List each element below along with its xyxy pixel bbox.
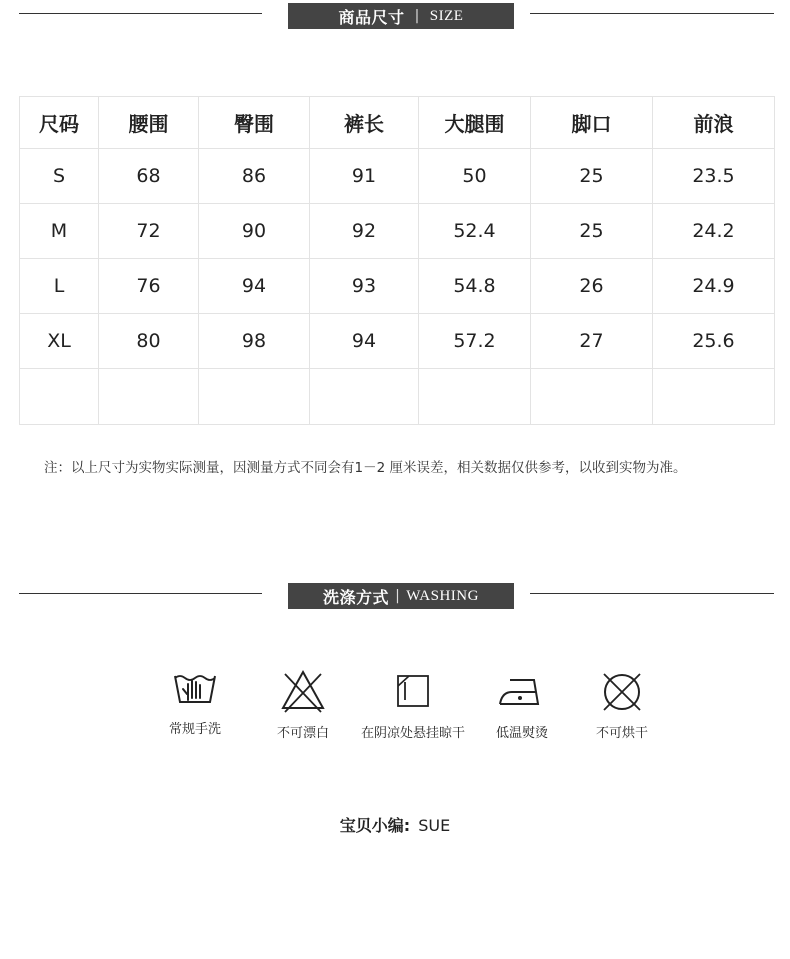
washing-divider-right bbox=[530, 593, 774, 594]
header-leg-opening: 脚口 bbox=[531, 97, 653, 149]
header-waist: 腰围 bbox=[99, 97, 199, 149]
table-cell: 50 bbox=[419, 149, 531, 204]
editor-label: 宝贝小编: bbox=[339, 816, 411, 835]
table-cell bbox=[310, 369, 419, 425]
table-cell bbox=[20, 369, 99, 425]
header-thigh: 大腿围 bbox=[419, 97, 531, 149]
care-label: 不可漂白 bbox=[276, 726, 329, 741]
table-cell: 25 bbox=[531, 149, 653, 204]
size-divider-left bbox=[19, 13, 262, 14]
header-hip: 臀围 bbox=[199, 97, 310, 149]
header-size: 尺码 bbox=[20, 97, 99, 149]
table-cell: 52.4 bbox=[419, 204, 531, 259]
table-cell: 93 bbox=[310, 259, 419, 314]
table-cell: S bbox=[20, 149, 99, 204]
size-title-cn: 商品尺寸 bbox=[338, 7, 405, 27]
table-cell: 94 bbox=[310, 314, 419, 369]
care-label: 常规手洗 bbox=[168, 722, 221, 737]
table-cell: 68 bbox=[99, 149, 199, 204]
table-cell: 91 bbox=[310, 149, 419, 204]
table-cell: 90 bbox=[199, 204, 310, 259]
table-cell: 54.8 bbox=[419, 259, 531, 314]
table-cell: 98 bbox=[199, 314, 310, 369]
table-cell: 86 bbox=[199, 149, 310, 204]
table-cell: 76 bbox=[99, 259, 199, 314]
size-table bbox=[19, 96, 775, 425]
table-row bbox=[20, 314, 775, 369]
table-cell: 80 bbox=[99, 314, 199, 369]
washing-title-en: WASHING bbox=[406, 587, 479, 604]
table-cell: 23.5 bbox=[653, 149, 775, 204]
table-cell: 27 bbox=[531, 314, 653, 369]
table-cell bbox=[199, 369, 310, 425]
washing-section-title bbox=[288, 583, 514, 609]
table-cell: 94 bbox=[199, 259, 310, 314]
size-title-en: SIZE bbox=[429, 7, 464, 24]
table-row bbox=[20, 259, 775, 314]
table-cell: 24.2 bbox=[653, 204, 775, 259]
table-cell: 24.9 bbox=[653, 259, 775, 314]
size-title-separator: | bbox=[414, 8, 420, 24]
care-label: 不可烘干 bbox=[595, 726, 648, 741]
header-front-rise: 前浪 bbox=[653, 97, 775, 149]
table-cell: L bbox=[20, 259, 99, 314]
no-tumble-dry-icon bbox=[557, 668, 687, 714]
table-cell: 72 bbox=[99, 204, 199, 259]
table-cell: 25 bbox=[531, 204, 653, 259]
table-row-empty bbox=[20, 369, 775, 425]
table-cell: 26 bbox=[531, 259, 653, 314]
table-row bbox=[20, 204, 775, 259]
table-cell: XL bbox=[20, 314, 99, 369]
size-table-header bbox=[20, 97, 775, 149]
washing-title-cn: 洗涤方式 bbox=[323, 587, 390, 607]
table-cell: M bbox=[20, 204, 99, 259]
table-cell: 25.6 bbox=[653, 314, 775, 369]
care-item-no-tumble-dry bbox=[557, 668, 687, 741]
care-label: 在阴凉处悬挂晾干 bbox=[360, 726, 465, 741]
measurement-note: 注：以上尺寸为实物实际测量，因测量方式不同会有1－2 厘米误差，相关数据仅供参考，以收到实物为准。 bbox=[44, 460, 687, 476]
table-cell bbox=[531, 369, 653, 425]
table-cell: 92 bbox=[310, 204, 419, 259]
table-cell bbox=[419, 369, 531, 425]
editor-name: SUE bbox=[418, 816, 451, 835]
size-divider-right bbox=[530, 13, 774, 14]
care-label: 低温熨烫 bbox=[495, 726, 548, 741]
washing-title-separator: | bbox=[395, 588, 401, 604]
washing-divider-left bbox=[19, 593, 262, 594]
editor-credit bbox=[0, 813, 790, 836]
table-cell bbox=[653, 369, 775, 425]
table-cell: 57.2 bbox=[419, 314, 531, 369]
size-section-title bbox=[288, 3, 514, 29]
header-length: 裤长 bbox=[310, 97, 419, 149]
table-row bbox=[20, 149, 775, 204]
table-cell bbox=[99, 369, 199, 425]
